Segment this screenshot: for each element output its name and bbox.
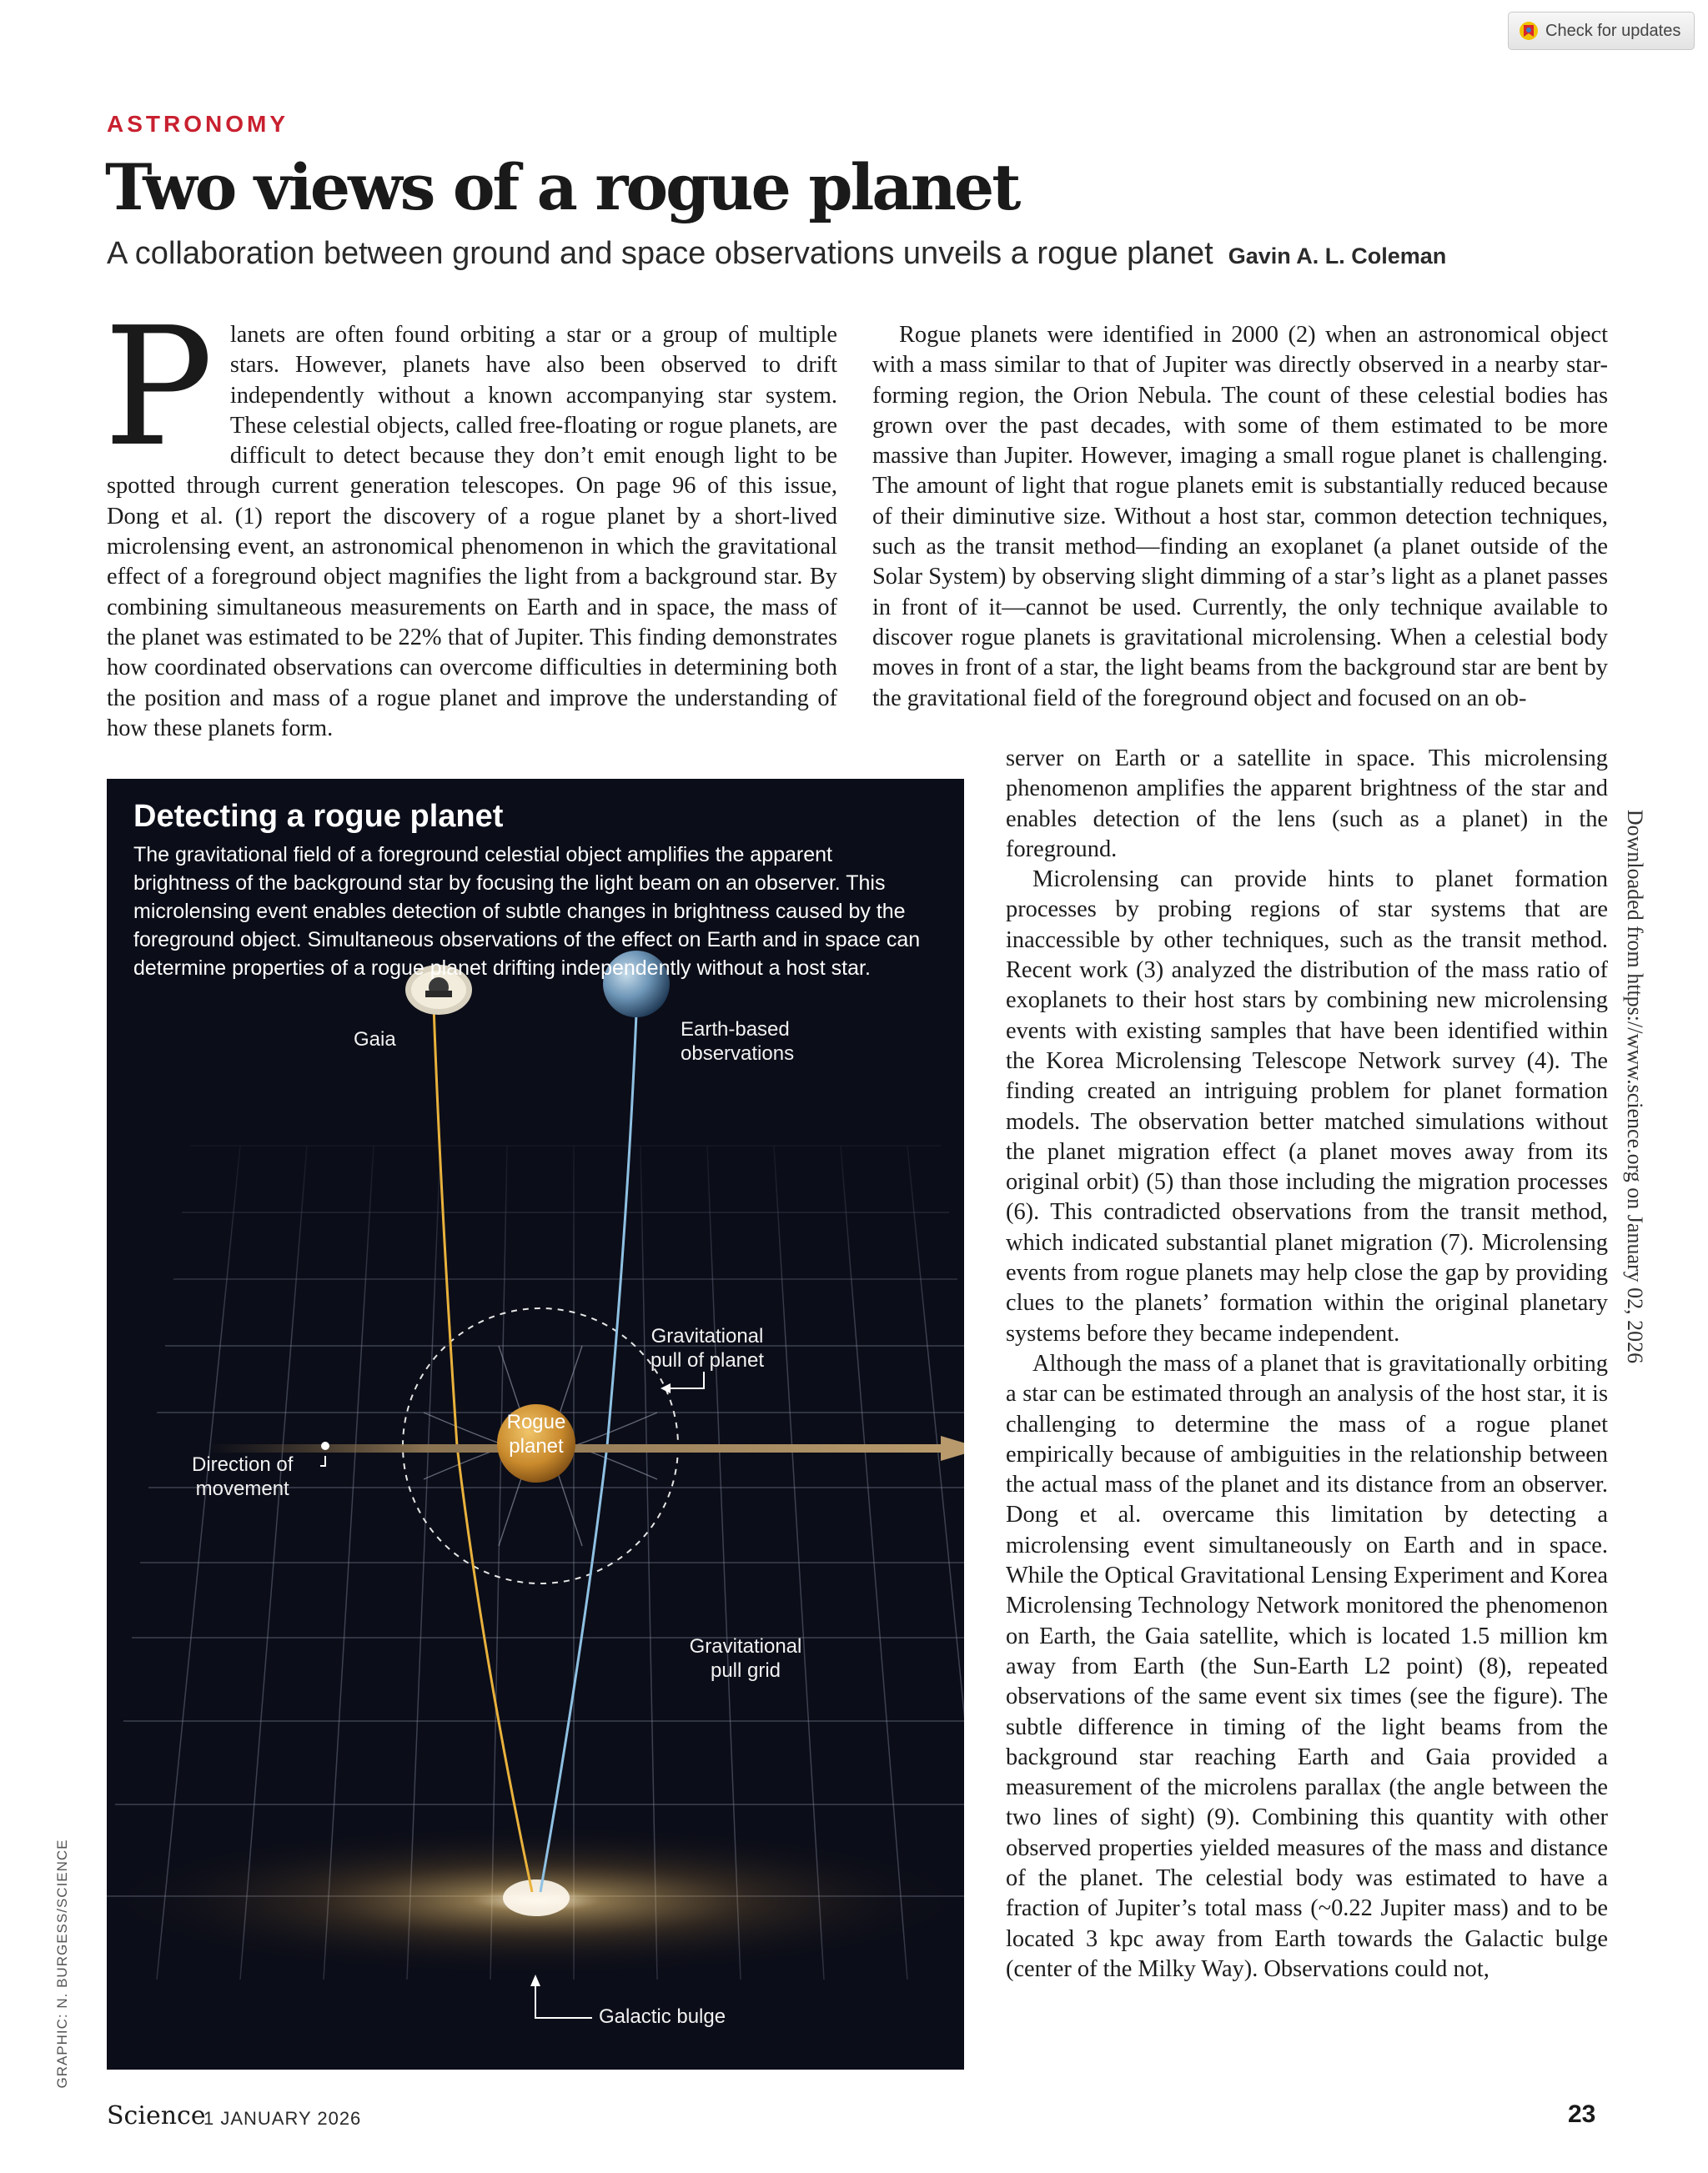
download-watermark (1620, 790, 1650, 1383)
graphic-credit-text: GRAPHIC: N. BURGESS/SCIENCE (54, 1839, 70, 2089)
update-button-label: Check for updates (1545, 21, 1681, 40)
earth-observations-label (681, 1017, 794, 1066)
figure-detecting-rogue-planet (107, 779, 964, 2070)
paragraph: Although the mass of a planet that is gravitationally orbiting a star can be estimated through an analysis of the host star, it is challenging to determine the mass of a rogue planet empirically because of ambiguities in the relationship between the actual mass of the planet and its distance from an observer. Dong et al. overcame this limitation by detecting a microlensing event simultaneously on Earth and in space. While the Optical Gravitational Lensing Experiment and Korea Microlensing Technology Network monitored the phenomenon on Earth, the Gaia satellite, which is located 1.5 million km away from Earth (the Sun-Earth L2 point) (8), repeated observations of the same event six times (see the figure). The subtle difference in timing of the light beams from the background star reaching Earth and Gaia provided a measurement of the microlens parallax (the angle between the two lines of sight) (9). Combining this quantity with other observed properties yielded measures of the mass and distance of the planet. The celestial body was estimated to have a fraction of Jupiter’s total mass (~0.22 Jupiter mass) and to be located 3 kpc away from Earth towards the Galactic bulge (center of the Milky Way). Observations could not, (1006, 1350, 1608, 1982)
section-label: ASTRONOMY (107, 111, 289, 137)
page-number: 23 (1568, 2100, 1596, 2128)
body-column-2 (872, 320, 1608, 714)
download-watermark-text: Downloaded from https://www.science.org on January 02, 2026 (1623, 809, 1647, 1364)
article-subtitle (107, 236, 1446, 272)
body-column-3 (1006, 744, 1608, 1985)
paragraph: lanets are often found orbiting a star or a group of multiple stars. However, planets have also been observed to drift independently without a known accompanying star system. These celestial objects, called free-floating or rogue planets, are difficult to detect because they don’t emit enough light to be spotted through current generation telescopes. On page 96 of this issue, Dong et al. (1) report the discovery of a rogue planet by a short-lived microlensing event, an astronomical phenomenon in which the gravitational effect of a foreground object magnifies the light from a background star. By combining simultaneous measurements on Earth and in space, the mass of the planet was estimated to be 22% that of Jupiter. This finding demonstrates how coordinated observations can overcome difficulties in determining both the position and mass of a rogue planet and improve the understanding of how these planets form. (107, 322, 837, 741)
figure-title: Detecting a rogue planet (133, 799, 504, 834)
label-line: Direction of (192, 1453, 294, 1476)
label-line: Earth-based (681, 1018, 790, 1041)
paragraph: Microlensing can provide hints to planet formation processes by probing regions of star systems that are inaccessible by other techniques, such as the transit method. Recent work (3) analyzed the distribution of the mass ratio of exoplanets to their host stars by combining new microlensing events with existing samples that have been identified within the Korea Microlensing Telescope Network survey (4). The finding created an intriguing problem for planet formation models. The observation better matched simulations without the planet migration effect (a planet moves away from its original orbit) (5) than those including the migration processes (6). This contradicted observations from the transit method, which indicated substantial planet migration (7). Microlensing events from rogue planets may help close the gap by providing clues to the planets’ formation within the original planetary systems before they became independent. (1006, 866, 1608, 1347)
label-line: observations (681, 1042, 795, 1065)
issue-date: 1 JANUARY 2026 (203, 2108, 362, 2129)
label-line: planet (509, 1435, 564, 1458)
drop-cap: P (103, 293, 214, 483)
rogue-planet-label (495, 1410, 578, 1458)
paragraph: server on Earth or a satellite in space. This microlensing phenomenon amplifies the apparent brightness of the star and enables detection of the lens (such as a planet) in the foreground. (1006, 745, 1608, 862)
label-line: pull grid (710, 1659, 781, 1682)
graphic-credit (50, 1839, 75, 2089)
body-column-1 (103, 293, 837, 744)
figure-description: The gravitational field of a foreground celestial object amplifies the apparent brightness of the background star by focusing the light beam on an observer. This microlensing event enables detection of subtle changes in brightness caused by the foreground object. Simultaneous observations of the effect on Earth and in space can determine properties of a rogue planet drifting independently without a host star. (133, 843, 921, 980)
gravitational-pull-of-planet-label (649, 1324, 766, 1373)
gravitational-pull-grid-label (687, 1634, 804, 1683)
paragraph: Rogue planets were identified in 2000 (2) when an astronomical object with a mass similar to that of Jupiter was directly observed in a nearby star-forming region, the Orion Nebula. The count of these celestial bodies has grown over the past decades, with some of them estimated to be more massive than Jupiter. However, imaging a small rogue planet is challenging. The amount of light that rogue planets emit is substantially reduced because of their diminutive size. Without a host star, common detection techniques, such as the transit method—finding an exoplanet (a planet outside of the Solar System) by observing slight dimming of a star’s light as a planet passes in front of it—cannot be used. Currently, the only technique available to discover rogue planets is gravitational microlensing. When a celestial body moves in front of a star, the light beams from the background star are bent by the gravitational field of the foreground object and focused on an ob- (872, 322, 1608, 711)
check-for-updates-button[interactable] (1508, 12, 1695, 50)
article-title: Two views of a rogue planet (105, 150, 1019, 224)
subtitle-text: A collaboration between ground and space observations unveils a rogue planet (107, 236, 1213, 271)
journal-name: Science (107, 2101, 206, 2130)
label-line: Gravitational (689, 1635, 802, 1658)
label-line: Rogue (506, 1411, 566, 1433)
label-line: movement (195, 1478, 289, 1500)
direction-of-movement-label (192, 1453, 293, 1501)
author-byline: Gavin A. L. Coleman (1228, 243, 1447, 268)
label-line: pull of planet (650, 1349, 765, 1372)
label-line: Gravitational (651, 1325, 764, 1347)
update-badge-icon (1519, 21, 1539, 41)
gaia-label: Gaia (354, 1028, 396, 1051)
galactic-bulge-label: Galactic bulge (599, 2005, 726, 2028)
